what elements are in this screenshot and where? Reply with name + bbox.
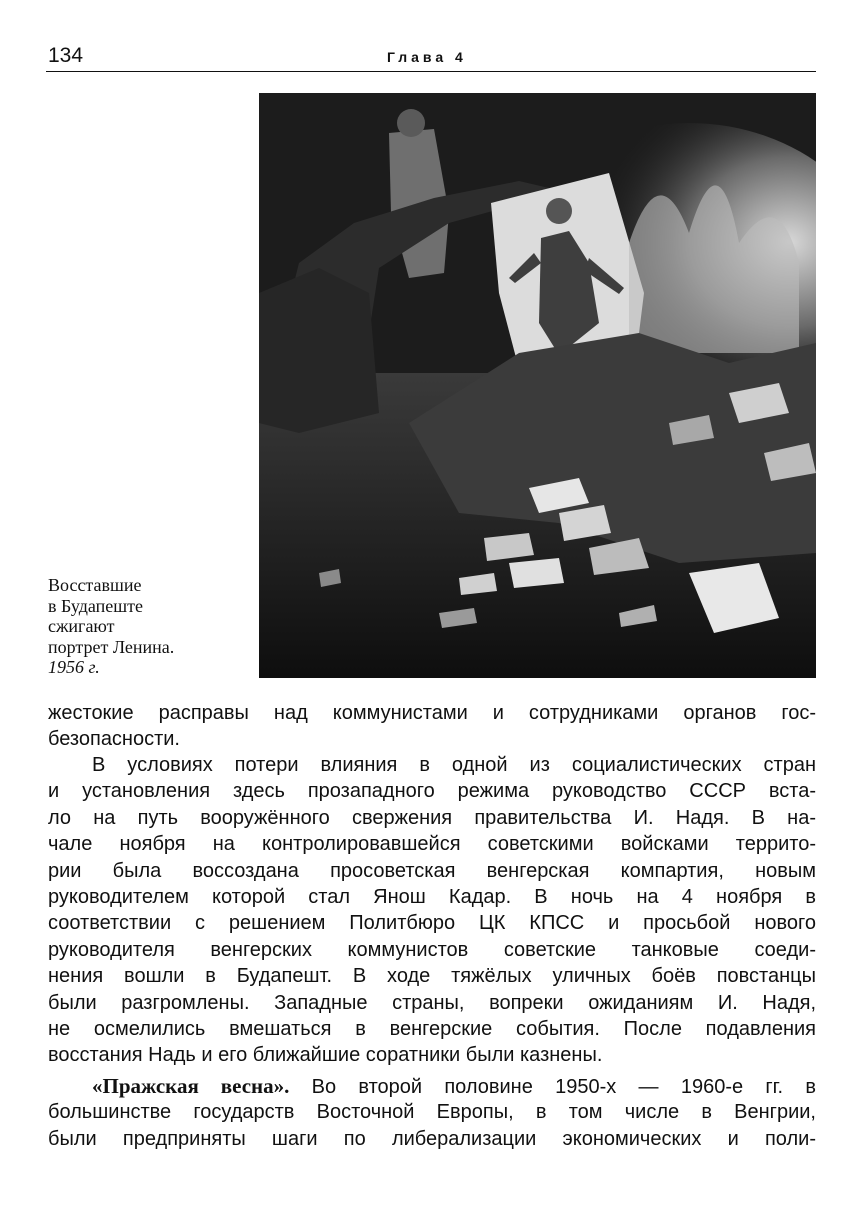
photo-caption — [48, 575, 248, 678]
historical-photo — [259, 93, 816, 678]
text-line: восстания Надь и его ближайшие соратники были казнены. — [48, 1044, 603, 1067]
caption-line: в Будапеште — [48, 595, 144, 616]
text-line: не осмелились вмешаться в венгерские события. После подавления — [48, 1017, 816, 1040]
text-line: нения вошли в Будапешт. В ходе тяжёлых уличных боёв повстанцы — [48, 965, 816, 988]
caption-line: Восставшие — [48, 575, 142, 595]
text-line: были предприняты шаги по либерализации экономических и поли- — [48, 1127, 816, 1150]
text-line: В условиях потери влияния в одной из социалистических стран — [92, 754, 816, 776]
text-line: безопасности. — [48, 728, 180, 751]
text-line: руководителя венгерских коммунистов советские танковые соеди- — [48, 938, 816, 961]
paragraph-prague-spring — [48, 1073, 816, 1152]
continued-paragraph — [48, 700, 816, 753]
caption-year: 1956 г. — [48, 657, 100, 677]
page-number: 134 — [48, 44, 84, 67]
text-line: и установления здесь прозападного режима руководство СССР вста- — [48, 780, 816, 803]
text-line: большинстве государств Восточной Европы, в том числе в Венгрии, — [48, 1101, 816, 1124]
text-line-rest: Во второй половине 1950-х — 1960-е гг. в — [289, 1076, 816, 1098]
text-line — [48, 1073, 816, 1099]
text-line: рии была воссоздана просоветская венгерская компартия, новым — [48, 859, 816, 882]
text-line: жестокие расправы над коммунистами и сотрудниками органов гос- — [48, 702, 816, 724]
section-run-in-heading: «Пражская весна». — [92, 1074, 290, 1098]
text-line: были разгромлены. Западные страны, вопреки ожиданиям И. Надя, — [48, 991, 816, 1014]
text-line: руководителем которой стал Янош Кадар. В ночь на 4 ноября в — [48, 885, 816, 908]
text-line: чале ноября на контролировавшейся советскими войсками террито- — [48, 833, 816, 856]
caption-line: сжигают — [48, 616, 115, 636]
text-line: ло на путь вооружённого свержения правительства И. Надя. В на- — [48, 806, 816, 829]
photo-illustration — [259, 93, 816, 678]
caption-line: портрет Ленина. — [48, 636, 175, 657]
running-head: Глава 4 — [387, 49, 467, 65]
text-line: соответствии с решением Политбюро ЦК КПСС и просьбой нового — [48, 912, 816, 935]
header-rule — [46, 71, 816, 72]
paragraph-hungary-1956 — [48, 752, 816, 1069]
